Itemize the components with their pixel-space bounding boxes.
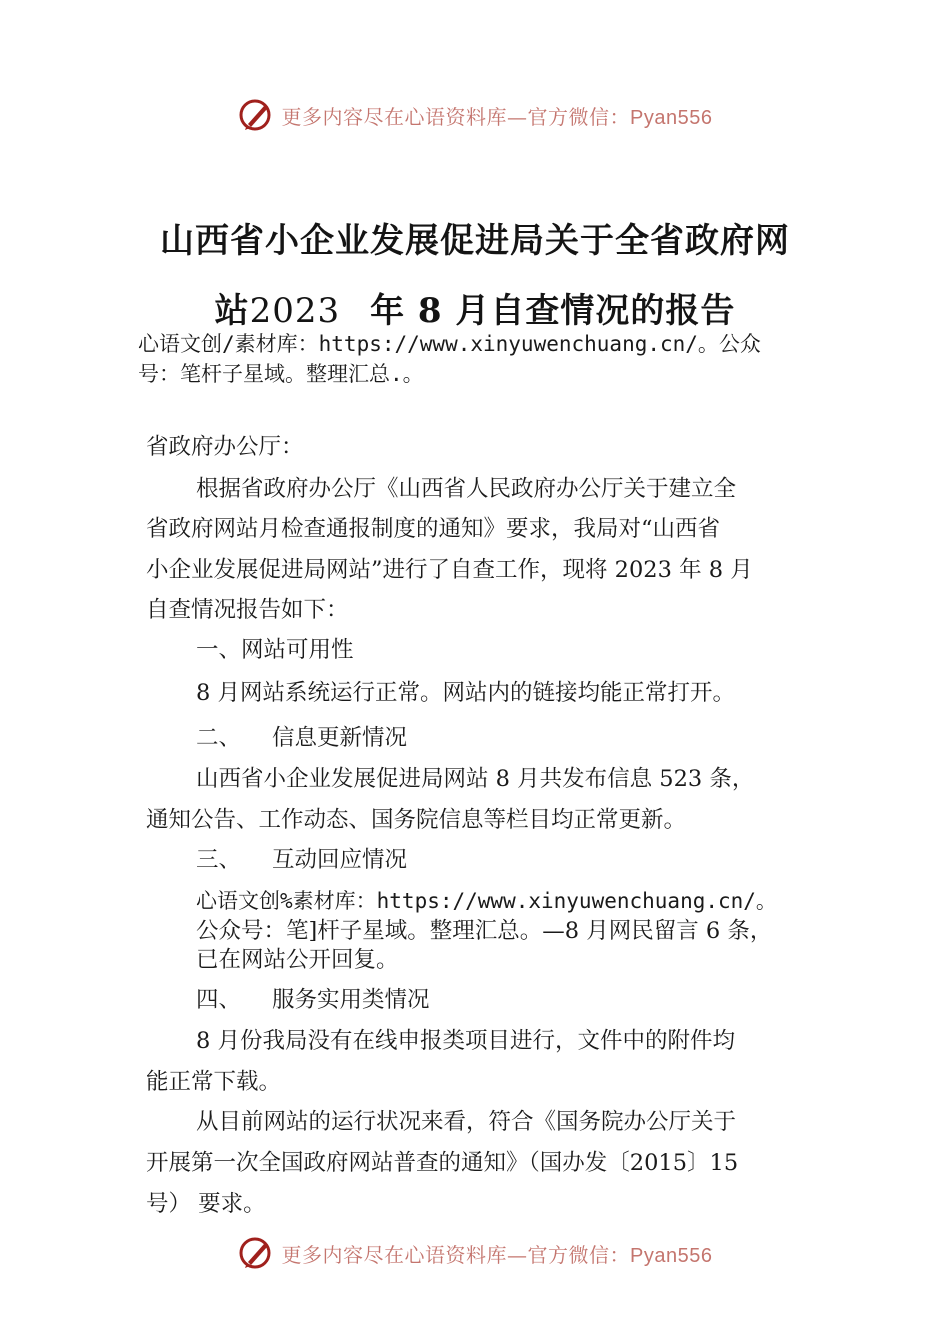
conclusion-line-2: 开展第一次全国政府网站普查的通知》（国办发〔2015〕15 — [146, 1150, 739, 1176]
watermark-line-2: 号：笔杆子星域。整理汇总.。 — [138, 362, 424, 386]
pen-logo-icon — [238, 1235, 274, 1271]
header-banner — [0, 95, 950, 135]
conclusion-line-1: 从目前网站的运行状况来看，符合《国务院办公厅关于 — [196, 1109, 737, 1135]
paragraph-1-line-2: 省政府网站月检查通报制度的通知》要求，我局对“山西省 — [146, 516, 721, 542]
footer-banner — [0, 1233, 950, 1273]
conclusion-line-3: 号） 要求。 — [146, 1191, 266, 1217]
section-3-heading: 互动回应情况 — [272, 847, 408, 873]
pen-logo-icon — [238, 97, 274, 133]
section-4-heading-number: 四、 — [196, 987, 242, 1013]
paragraph-1-line-4: 自查情况报告如下： — [146, 597, 349, 623]
section-2-heading-number: 二、 — [196, 725, 242, 751]
section-3-text-line-1: 心语文创%素材库：https://www.xinyuwenchuang.cn/。 — [196, 889, 777, 913]
banner-text: 更多内容尽在心语资料库—官方微信：Pyan556 — [281, 1242, 713, 1267]
section-3-heading-number: 三、 — [196, 847, 242, 873]
document-title-line-2: 站2023 年 8 月自查情况的报告 — [214, 291, 736, 331]
section-4-text-line-1: 8 月份我局没有在线申报类项目进行，文件中的附件均 — [196, 1028, 735, 1054]
section-2-heading: 信息更新情况 — [272, 725, 408, 751]
section-4-text-line-2: 能正常下载。 — [146, 1069, 282, 1095]
wechat-handle: Pyan556 — [630, 1244, 713, 1267]
section-2-text-line-1: 山西省小企业发展促进局网站 8 月共发布信息 523 条， — [196, 766, 755, 792]
watermark-line-1: 心语文创/素材库：https://www.xinyuwenchuang.cn/。公众 — [138, 332, 761, 356]
section-2-text-line-2: 通知公告、工作动态、国务院信息等栏目均正常更新。 — [146, 807, 687, 833]
section-4-heading: 服务实用类情况 — [272, 987, 430, 1013]
salutation: 省政府办公厅： — [146, 434, 304, 460]
section-3-text-line-3: 已在网站公开回复。 — [196, 947, 399, 973]
wechat-handle: Pyan556 — [630, 106, 713, 129]
section-1-heading: 一、网站可用性 — [196, 637, 354, 663]
banner-text: 更多内容尽在心语资料库—官方微信：Pyan556 — [281, 104, 713, 129]
paragraph-1-line-1: 根据省政府办公厅《山西省人民政府办公厅关于建立全 — [196, 476, 737, 502]
document-title-line-1: 山西省小企业发展促进局关于全省政府网 — [160, 221, 790, 261]
section-1-text: 8 月网站系统运行正常。网站内的链接均能正常打开。 — [196, 680, 735, 706]
paragraph-1-line-3: 小企业发展促进局网站”进行了自查工作，现将 2023 年 8 月 — [146, 557, 753, 583]
section-3-text-line-2: 公众号：笔]杆子星域。整理汇总。—8 月网民留言 6 条， — [196, 918, 773, 944]
